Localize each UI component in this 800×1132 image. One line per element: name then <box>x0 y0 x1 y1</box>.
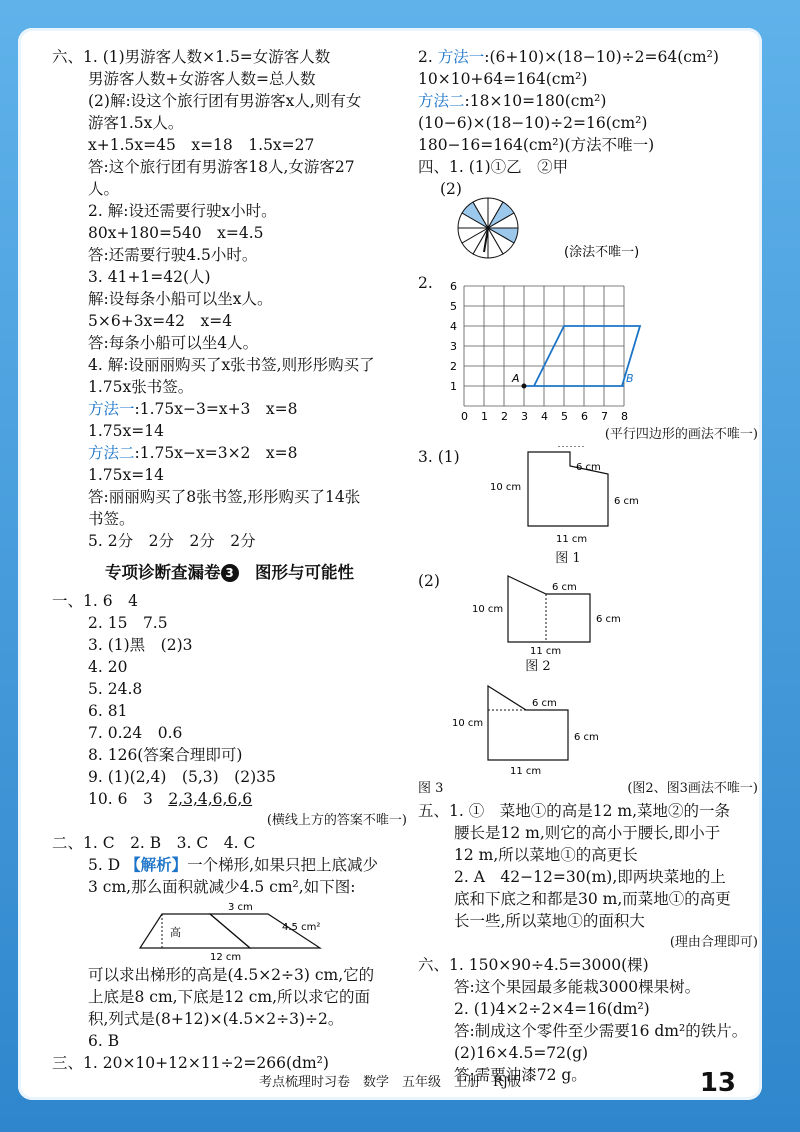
equation: :(6+10)×(18−10)÷2=64(cm²) <box>484 48 719 66</box>
right-column <box>418 46 758 1086</box>
text-line: 1.75x张书签。 <box>88 378 194 396</box>
text-line: 5. 24.8 <box>88 680 143 698</box>
text-line: 1.75x=14 <box>88 422 164 440</box>
figure-caption: 图 3 <box>418 781 444 796</box>
text-line: 答:还需要行驶4.5小时。 <box>88 246 258 264</box>
section-title: 图形与可能性 <box>255 563 354 582</box>
text-line: x+1.5x=45 x=18 1.5x=27 <box>88 136 315 154</box>
x-tick-label: 6 <box>581 410 588 422</box>
text-line: 3. (1) <box>418 448 460 466</box>
label-6cm-side: 6 cm <box>614 496 639 507</box>
q5-prefix: 5. D <box>88 856 121 874</box>
label-6cm-top: 6 cm <box>532 698 557 709</box>
text-line: 7. 0.24 0.6 <box>88 724 183 742</box>
text-line: 3 cm,那么面积就减少4.5 cm²,如下图: <box>88 878 356 896</box>
text-line: 4. 20 <box>88 658 128 676</box>
x-tick-label: 0 <box>461 410 468 422</box>
note: (平行四边形的画法不唯一) <box>604 427 758 442</box>
method-line <box>418 46 758 68</box>
note: (理由合理即可) <box>669 935 758 950</box>
text-line: 80x+180=540 x=4.5 <box>88 224 264 242</box>
text-line: 四、1. (1)①乙 ②甲 <box>418 158 569 176</box>
page-number: 13 <box>699 1068 736 1098</box>
shape-figure-1 <box>418 446 748 546</box>
label-10cm: 10 cm <box>472 604 504 615</box>
text-line: 一、1. 6 4 <box>52 592 138 610</box>
equation: :18×10=180(cm²) <box>464 92 607 110</box>
x-tick-label: 8 <box>621 410 628 422</box>
x-tick-label: 7 <box>601 410 608 422</box>
text-line: 人。 <box>88 180 120 198</box>
x-tick-label: 5 <box>561 410 568 422</box>
text-line: 2. 解:设还需要行驶x小时。 <box>88 202 277 220</box>
trapezoid <box>140 914 250 948</box>
x-tick-label: 3 <box>521 410 528 422</box>
text-line: 答:丽丽购买了8张书签,形彤购买了14张 <box>88 488 361 506</box>
y-tick-label: 3 <box>450 340 457 353</box>
y-tick-label: 5 <box>450 300 457 313</box>
text-line: 6. B <box>88 1032 120 1050</box>
text-line: 2. A 42−12=30(m),即两块菜地的上 <box>454 868 726 886</box>
point-a <box>522 384 527 389</box>
text-line: 六、1. 150×90÷4.5=3000(棵) <box>418 956 649 974</box>
label-11cm: 11 cm <box>530 646 562 654</box>
point-b-label: B <box>626 372 634 385</box>
grid-figure <box>418 272 748 422</box>
spinner-circle <box>458 198 518 258</box>
text-line: 三、1. 20×10+12×11÷2=266(dm²) <box>52 1054 329 1072</box>
text-line: 180−16=164(cm²)(方法不唯一) <box>418 136 655 154</box>
text-line: 5×6+3x=42 x=4 <box>88 312 233 330</box>
footer: 考点梳理时习卷 数学 五年级 上册 RJ版 <box>259 1075 521 1090</box>
method-line <box>418 90 758 112</box>
text-line <box>52 788 407 810</box>
left-column <box>52 46 407 1074</box>
trapezoid-figure <box>132 900 432 962</box>
height-label: 高 <box>170 926 181 939</box>
analysis-tag: 【解析】 <box>125 855 188 874</box>
text-line: 3. (1)黑 (2)3 <box>88 636 193 654</box>
label-6cm-side: 6 cm <box>596 614 621 625</box>
method-line <box>52 398 407 420</box>
text-line: 12 m,所以菜地①的高更长 <box>454 846 638 864</box>
text-line: 答:制成这个零件至少需要16 dm²的铁片。 <box>454 1022 748 1040</box>
text-line: 五、1. ① 菜地①的高是12 m,菜地②的一条 <box>418 802 730 820</box>
text-line: 2. <box>418 274 433 292</box>
x-tick-label: 4 <box>541 410 548 422</box>
text-line: 书签。 <box>88 510 135 528</box>
label-6cm-top: 6 cm <box>552 582 577 593</box>
section-prefix: 专项诊断查漏卷 <box>105 563 221 582</box>
label-6cm-top: 6 cm <box>576 462 601 473</box>
text-line: (2)解:设这个旅行团有男游客x人,则有女 <box>88 92 362 110</box>
coordinate-grid <box>450 280 628 422</box>
text-line: 游客1.5x人。 <box>88 114 184 132</box>
text-line: 10×10+64=164(cm²) <box>418 70 588 88</box>
text-line: (2) <box>418 572 440 590</box>
shape-figure-3 <box>418 680 748 776</box>
text-line: 可以求出梯形的高是(4.5×2÷3) cm,它的 <box>88 966 375 984</box>
text-line: 底和下底之和都是30 m,而菜地①的高更 <box>454 890 731 908</box>
point-a-label: A <box>512 372 520 385</box>
method-label: 方法一 <box>88 400 135 418</box>
shape-outline <box>508 576 590 642</box>
answer-page <box>18 28 762 1100</box>
label-10cm: 10 cm <box>452 718 484 729</box>
figure-caption: 图 1 <box>555 551 581 566</box>
method-label: 方法一 <box>437 48 485 66</box>
label-6cm-side: 6 cm <box>574 732 599 743</box>
text-line: 答:每条小船可以坐4人。 <box>88 334 259 352</box>
y-tick-label: 6 <box>450 280 457 293</box>
text-line: 8. 126(答案合理即可) <box>88 746 243 764</box>
y-tick-label: 4 <box>450 320 457 333</box>
text-line: 2. 15 7.5 <box>88 614 168 632</box>
text-line: 9. (1)(2,4) (5,3) (2)35 <box>88 768 276 786</box>
bottom-label: 12 cm <box>210 952 242 962</box>
text-line: 六、1. (1)男游客人数×1.5=女游客人数 <box>52 48 331 66</box>
text-line: 男游客人数+女游客人数=总人数 <box>88 70 316 88</box>
text-line: 答:需要油漆72 g。 <box>454 1066 587 1084</box>
section-heading <box>52 562 407 584</box>
section-badge: 3 <box>221 564 239 582</box>
text-line: 2. (1)4×2÷2×4=16(dm²) <box>454 1000 650 1018</box>
text-line: 1.75x=14 <box>88 466 164 484</box>
text-line: 二、1. C 2. B 3. C 4. C <box>52 834 256 852</box>
text-line: 积,列式是(8+12)×(4.5×2÷3)÷2。 <box>88 1010 344 1028</box>
text-line: (2)16×4.5=72(g) <box>454 1044 589 1062</box>
figure-caption: 图 2 <box>525 659 551 674</box>
text-line: 解:设每条小船可以坐x人。 <box>88 290 273 308</box>
text-line: (2) <box>440 180 462 198</box>
analysis-text: 一个梯形,如果只把上底减少 <box>187 856 379 874</box>
caption-row <box>418 778 758 800</box>
y-tick-label: 1 <box>450 380 457 393</box>
x-tick-label: 2 <box>501 410 508 422</box>
text-line: 答:这个旅行团有男游客18人,女游客27 <box>88 158 355 176</box>
text-line: 腰长是12 m,则它的高小于腰长,即小于 <box>454 824 721 842</box>
label-11cm: 11 cm <box>556 534 588 545</box>
q10-prefix: 10. 6 3 <box>88 790 169 808</box>
text-line: 4. 解:设丽丽购买了x张书签,则形彤购买了 <box>88 356 375 374</box>
text-line: (10−6)×(18−10)÷2=16(cm²) <box>418 114 648 132</box>
text-line: 5. 2分 2分 2分 2分 <box>88 532 256 550</box>
note: (横线上方的答案不唯一) <box>266 813 407 828</box>
equation: :1.75x−3=x+3 x=8 <box>134 400 298 418</box>
text-line: 6. 81 <box>88 702 128 720</box>
text-line: 上底是8 cm,下底是12 cm,所以求它的面 <box>88 988 371 1006</box>
q10-underlined: 2,3,4,6,6,6 <box>168 790 253 808</box>
method-line <box>52 442 407 464</box>
method-label: 方法二 <box>88 444 135 462</box>
text-line: 答:这个果园最多能栽3000棵果树。 <box>454 978 701 996</box>
note: (图2、图3画法不唯一) <box>627 781 758 796</box>
x-tick-label: 1 <box>481 410 488 422</box>
top-label: 3 cm <box>228 902 253 913</box>
pie-note: (涂法不唯一) <box>564 245 640 260</box>
shape-figure-2 <box>418 572 748 654</box>
pie-figure <box>438 194 758 268</box>
text-line: 长一些,所以菜地①的面积大 <box>454 912 645 930</box>
text-line <box>52 854 407 876</box>
method-label: 方法二 <box>418 92 465 110</box>
text-line: 3. 41+1=42(人) <box>88 268 211 286</box>
label-11cm: 11 cm <box>510 766 542 776</box>
equation: :1.75x−x=3×2 x=8 <box>134 444 298 462</box>
y-tick-label: 2 <box>450 360 457 373</box>
area-label: 4.5 cm² <box>282 922 321 933</box>
label-10cm: 10 cm <box>490 482 522 493</box>
q2-prefix: 2. <box>418 48 438 66</box>
